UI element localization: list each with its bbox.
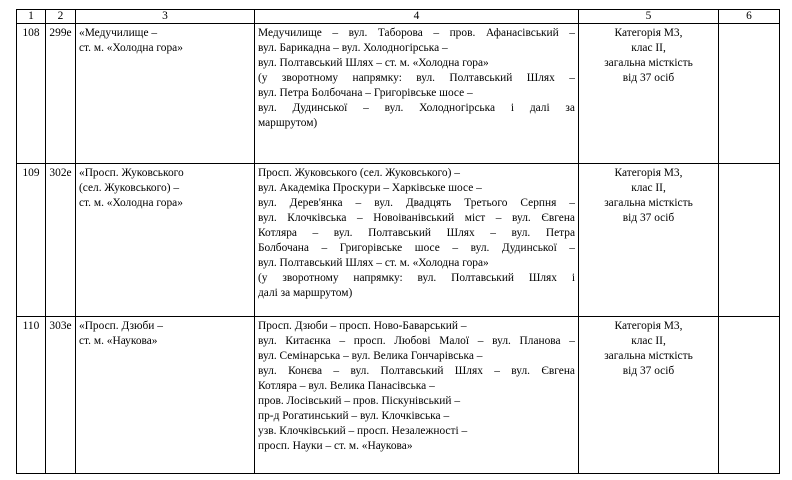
vehicle-category-line: Категорія М3, (614, 27, 683, 39)
vehicle-category-line: Категорія М3, (614, 167, 683, 179)
route-path-line: вул. Клочківська – Новоіванівський міст – вул. Євгена (258, 212, 575, 224)
route-name-line: (сел. Жуковського) – (79, 182, 180, 194)
route-path-line: пр-д Рогатинський – вул. Клочківська – (258, 410, 450, 422)
route-path-line: вул. Полтавський Шлях – ст. м. «Холодна гора» (258, 257, 489, 269)
route-path-line: пров. Лосівський – пров. Піскунівський – (258, 395, 461, 407)
vehicle-category (579, 317, 719, 474)
vehicle-category-line: загальна місткість (604, 350, 693, 362)
route-number: 299е (46, 24, 76, 164)
route-path-line: Болбочана – Григорівське шосе – вул. Дудинської – (258, 242, 575, 254)
route-path-line: (у зворотному напрямку: вул. Полтавський Шлях і (258, 272, 575, 284)
vehicle-category-line: від 37 осіб (622, 72, 675, 84)
route-path-line: вул. Академіка Проскури – Харківське шосе – (258, 182, 482, 194)
vehicle-category-line: клас ІІ, (631, 182, 666, 194)
extra-cell (719, 24, 780, 164)
route-path-line: просп. Науки – ст. м. «Наукова» (258, 440, 413, 452)
route-path-line: вул. Конєва – вул. Полтавський Шлях – вул. Євгена (258, 365, 575, 377)
route-path-line: (у зворотному напрямку: вул. Полтавський Шлях – (258, 72, 575, 84)
row-number: 109 (17, 164, 46, 317)
column-number: 1 (17, 10, 46, 24)
route-name-line: ст. м. «Холодна гора» (79, 42, 183, 54)
route-name-line: «Просп. Дзюби – (79, 320, 163, 332)
route-name-line: ст. м. «Наукова» (79, 335, 158, 347)
route-path-line: Просп. Дзюби – просп. Ново-Баварський – (258, 320, 467, 332)
route-path-line: узв. Клочківський – просп. Незалежності – (258, 425, 468, 437)
vehicle-category-line: загальна місткість (604, 57, 693, 69)
extra-cell (719, 164, 780, 317)
vehicle-category-line: клас ІІ, (631, 335, 666, 347)
row-number: 108 (17, 24, 46, 164)
vehicle-category-line: Категорія М3, (614, 320, 683, 332)
vehicle-category (579, 164, 719, 317)
column-number: 6 (719, 10, 780, 24)
route-path-line: Котляра – вул. Велика Панасівська – (258, 380, 435, 392)
column-number-row (17, 10, 780, 24)
table-row (17, 317, 780, 474)
vehicle-category (579, 24, 719, 164)
route-name (76, 24, 255, 164)
vehicle-category-line: клас ІІ, (631, 42, 666, 54)
column-number: 2 (46, 10, 76, 24)
row-number: 110 (17, 317, 46, 474)
vehicle-category-line: загальна місткість (604, 197, 693, 209)
route-path-line: вул. Дерев'янка – вул. Двадцять Третього Серпня – (258, 197, 575, 209)
route-name-line: «Медучилище – (79, 27, 158, 39)
route-path-line: вул. Семінарська – вул. Велика Гончарівська – (258, 350, 483, 362)
route-name-line: «Просп. Жуковського (79, 167, 184, 179)
route-path-line: вул. Петра Болбочана – Григорівське шосе – (258, 87, 473, 99)
route-name (76, 164, 255, 317)
route-path-line: вул. Китаєнка – просп. Любові Малої – вул. Планова – (258, 335, 575, 347)
route-path-line: вул. Барикадна – вул. Холодногірська – (258, 42, 448, 54)
route-name (76, 317, 255, 474)
column-number: 3 (76, 10, 255, 24)
table-row (17, 164, 780, 317)
route-path (255, 317, 579, 474)
route-path-line: Медучилище – вул. Таборова – пров. Афанасівський – (258, 27, 575, 39)
route-name-line: ст. м. «Холодна гора» (79, 197, 183, 209)
route-path-line: вул. Полтавський Шлях – ст. м. «Холодна гора» (258, 57, 489, 69)
routes-table (16, 9, 780, 474)
route-path-line: Просп. Жуковського (сел. Жуковського) – (258, 167, 460, 179)
route-path (255, 24, 579, 164)
column-number: 4 (255, 10, 579, 24)
column-number: 5 (579, 10, 719, 24)
vehicle-category-line: від 37 осіб (622, 365, 675, 377)
route-path-line: маршрутом) (258, 117, 318, 129)
route-path (255, 164, 579, 317)
vehicle-category-line: від 37 осіб (622, 212, 675, 224)
route-number: 302е (46, 164, 76, 317)
route-number: 303е (46, 317, 76, 474)
route-path-line: далі за маршрутом) (258, 287, 353, 299)
route-path-line: вул. Дудинської – вул. Холодногірська і далі за (258, 102, 575, 114)
table-row (17, 24, 780, 164)
route-path-line: Котляра – вул. Полтавський Шлях – вул. Петра (258, 227, 575, 239)
extra-cell (719, 317, 780, 474)
